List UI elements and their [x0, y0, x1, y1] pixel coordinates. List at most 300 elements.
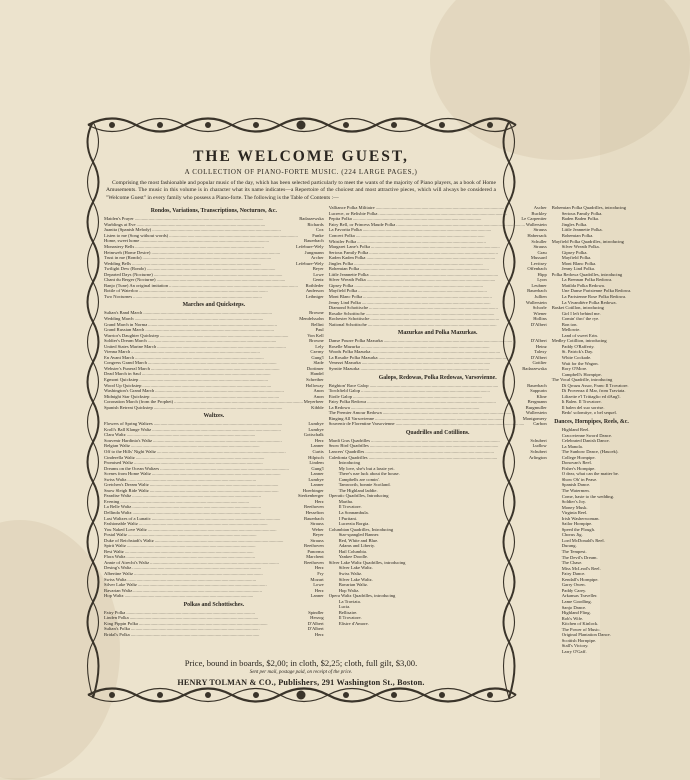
composer-name: Beethoven — [304, 504, 324, 510]
list-item — [104, 632, 324, 638]
piece-title: Souvenir Hardinia's Waltz — [104, 437, 153, 443]
list-item: Lord McDonald's Reel. — [561, 537, 605, 543]
piece-title: Monastery Bells — [104, 243, 135, 249]
composer-name: Slade — [313, 360, 324, 366]
piece-title: Opera Waltz Quadrilles, introducing — [328, 593, 396, 599]
leader-dots — [369, 455, 528, 461]
composer-name: Wallerstein — [525, 221, 547, 227]
composer-name: Levitsey — [530, 260, 547, 266]
list-item: Wait for the Wagon. — [561, 360, 599, 366]
piece-title: Columbian Quadrilles, Introducing — [328, 526, 394, 532]
list-item — [329, 366, 547, 372]
piece-title: Mayfield Polka — [328, 288, 358, 294]
list-item: St. Patrick's Day. — [561, 349, 594, 355]
composer-name: Lefebure-Wely — [296, 243, 324, 249]
composer-name: Sterkenberger — [298, 493, 324, 499]
piece-title: Valliance Polka Militaire — [328, 205, 375, 211]
piece-title: The Vocal Quadrille, introducing — [551, 377, 613, 383]
composer-name: Lowe — [313, 582, 324, 588]
leader-dots — [360, 366, 521, 372]
composer-name: Anderson — [305, 288, 324, 294]
list-item: Star-spangled Banner. — [338, 532, 380, 538]
piece-title: Fairy Polka — [104, 609, 126, 615]
composer-name: Archer — [310, 255, 324, 261]
list-item: Girl I left behind me. — [561, 310, 601, 316]
composer-name: Cox — [316, 227, 324, 233]
list-item — [104, 294, 324, 300]
composer-name: Mendelssohn — [299, 315, 324, 321]
piece-title: Midnight Star Quickstep — [104, 393, 150, 399]
composer-name: Handel — [310, 371, 324, 377]
list-item: La Brennan Polka Redowa. — [561, 277, 613, 283]
list-item: The Watermen. — [561, 488, 590, 494]
list-item: Silver Lake Waltz. — [338, 576, 373, 582]
piece-title: Departed Days (Nocturne) — [104, 271, 153, 277]
piece-title: Mayfield Polka Quadrilles, introducing — [551, 238, 624, 244]
piece-title: Silver Lake Waltz Quadrilles, introducing — [328, 559, 406, 565]
piece-title: Rochester Schottische — [328, 316, 370, 322]
composer-name: Jungmann — [304, 249, 324, 255]
piece-title: Evening — [104, 498, 120, 504]
list-item: Fairy Dance. — [561, 571, 586, 577]
piece-title: Warblings at Eve — [104, 221, 136, 227]
composer-name: Richards — [307, 221, 324, 227]
piece-title: La Redowa — [328, 404, 350, 410]
list-item: Introducing — [338, 460, 361, 466]
list-item: The Highland laddie. — [338, 487, 378, 493]
list-item: Mayfield Polka. — [561, 255, 592, 261]
list-item: Lame Goodling. — [561, 598, 592, 604]
piece-title: Juanita (Spanish Melody) — [104, 227, 152, 233]
composer-name: Talexy — [534, 349, 547, 355]
composer-name: Lumbye — [308, 421, 324, 427]
list-item: Highland Reel. — [561, 427, 590, 432]
composer-name: Beyer — [312, 532, 324, 538]
composer-name: Gottlier — [532, 360, 547, 366]
piece-title: Concert Polka — [328, 232, 355, 238]
piece-title: Belgian Waltz — [104, 443, 130, 449]
composer-name: Schubert — [530, 449, 547, 454]
composer-name: Strauss — [533, 227, 547, 233]
leader-dots — [133, 294, 305, 300]
composer-name: Gentz — [312, 277, 324, 283]
composer-name: Czerny — [310, 349, 324, 355]
piece-title: National Schottische — [328, 321, 367, 327]
piece-title: Basket Cotillon, introducing — [551, 305, 604, 311]
table-of-contents — [104, 205, 632, 654]
list-item: Jingles Polka. — [561, 221, 588, 227]
composer-name: Buckley — [531, 210, 547, 216]
piece-title: Grand March in Norma — [104, 321, 148, 327]
list-item: Land of sweet Erin. — [561, 332, 598, 338]
list-item: La Parisienne Rose Polka Redowa. — [561, 293, 627, 299]
composer-name: Wallerstein — [525, 410, 547, 416]
list-item: Adams and Liberty. — [338, 543, 376, 549]
piece-title: Fairy Polka Redowa — [328, 399, 367, 405]
list-item — [104, 593, 324, 599]
piece-title: Kaden Kaden Polka — [328, 255, 366, 261]
composer-name: Jullien — [534, 293, 547, 299]
composer-name: Heinz — [535, 343, 547, 349]
composer-name: Lanner — [310, 593, 324, 599]
piece-title: Washington's Grand March — [104, 388, 155, 394]
list-item: The Devil's Dream. — [561, 554, 598, 560]
composer-name: Spindler — [308, 609, 324, 615]
composer-name: Paul — [315, 327, 324, 333]
piece-title: Listen to me (Song without words) — [104, 232, 169, 238]
piece-title: Lucrece, or Belisbie Polka — [328, 210, 378, 216]
composer-name: Ascher — [533, 205, 547, 211]
composer-name: Lanner — [310, 471, 324, 477]
composer-name: Herz — [314, 498, 324, 504]
content-area — [104, 142, 632, 688]
composer-name: Hilpisch — [308, 454, 324, 460]
piece-title: La Favorita Polka — [328, 227, 362, 233]
list-item — [329, 455, 547, 461]
list-item: Paddy O'Rafferty. — [561, 343, 595, 349]
list-item: O dear, what can the matter be. — [561, 471, 619, 477]
list-item: Money Musk. — [561, 504, 588, 510]
composer-name: Panorma — [307, 548, 324, 554]
piece-title: Lancers' Quadrilles — [328, 449, 365, 454]
piece-title: Twilight Dew (Rondo) — [104, 266, 146, 272]
piece-title: Diamond Schottische — [328, 305, 369, 311]
piece-title: Bottle of Waterloo — [104, 288, 138, 294]
list-item: Matilda Polka Redowa. — [561, 282, 605, 288]
list-item: Martha. — [338, 498, 354, 504]
composer-name: D'Albert — [530, 354, 547, 360]
piece-title: Kroll's Ball Klange Waltz — [104, 426, 152, 432]
page-title: THE WELCOME GUEST, — [193, 148, 409, 165]
piece-title: Two Nocturnes — [104, 293, 133, 299]
section-heading: Marches and Quicksteps. — [182, 302, 246, 309]
composer-name: Lyon — [537, 277, 547, 283]
piece-title: Clara Waltz — [104, 432, 126, 438]
composer-name: D'Albert — [530, 338, 547, 344]
section-heading: Quadrilles and Cotillions. — [405, 429, 470, 436]
composer-name: Hipp — [537, 271, 547, 277]
composer-name: Rothleder — [305, 282, 324, 288]
composer-name: Bergmann — [527, 399, 547, 405]
price-line: Price, bound in boards, $2,00; in cloth, $2,25; cloth, full gilt, $3,00. — [184, 658, 418, 669]
section-heading: Mazurkas and Polka Mazurkas. — [397, 330, 478, 337]
piece-title: You Naked Love Waltz — [104, 526, 147, 532]
list-item: Little Jeannette Polka. — [561, 227, 603, 233]
list-item: Bohemian Polka. — [561, 232, 594, 238]
composer-name: Meyerbeer — [303, 399, 324, 405]
piece-title: Operatic Quadrilles, Introducing — [328, 493, 389, 499]
list-item: Gipsey Polka. — [561, 249, 588, 255]
list-item: Spanish Dance. — [561, 482, 591, 488]
composer-name: Anon — [313, 393, 324, 399]
piece-title: En Avant March — [104, 354, 135, 360]
composer-name: Kline — [536, 393, 547, 399]
list-item: La Vivandière Polka Redowa. — [561, 299, 617, 305]
composer-name: Bauerbach — [527, 382, 547, 388]
piece-title: Snow Bird Quadrilles — [328, 443, 369, 449]
list-item: Celebrated Danish Dance. — [561, 438, 610, 444]
composer-name: D'Albert — [530, 321, 547, 327]
piece-title: Heimweh (Home Desire) — [104, 249, 151, 255]
composer-name: Lefebure-Wely — [296, 260, 324, 266]
piece-title: Whistler Polka — [328, 238, 357, 244]
piece-title: Scenes from Home Waltz — [104, 471, 151, 477]
composer-name: Lanner — [310, 482, 324, 488]
list-item: Il Trovatore. — [338, 504, 362, 510]
piece-title: Trust in me (Rondo) — [104, 255, 142, 261]
list-item: La Traviata. — [338, 598, 361, 604]
list-item: Red, White and Blue. — [338, 537, 379, 543]
list-item: Chorus Jig. — [561, 532, 583, 538]
piece-title: Home, sweet home — [104, 238, 140, 244]
composer-name: Fry — [317, 571, 324, 577]
piece-title: Silver Wreath Polka — [328, 277, 366, 283]
list-item: Il Trovatore. — [338, 615, 362, 621]
composer-name: Wallerstein — [525, 299, 547, 305]
composer-name: Kibble — [311, 404, 324, 410]
list-item: Kitchen of Kinlock. — [561, 621, 599, 627]
composer-name: Bauerbach — [304, 515, 324, 521]
list-item: Sailor Hornpipe. — [561, 521, 593, 527]
piece-title: Gretchen's Dream Waltz — [104, 482, 149, 488]
piece-title: Souvenir de Florentine Varsovienne — [328, 421, 395, 427]
section-heading: Rondos, Variations, Transcriptions, Nocturnes, &c. — [150, 208, 277, 215]
composer-name: Offenbach — [527, 266, 547, 272]
list-item: Campbells are comin'. — [338, 476, 380, 482]
piece-title: Pepita Polka — [328, 216, 352, 222]
list-item — [329, 322, 547, 328]
contents-column — [552, 205, 632, 654]
composer-name: Lowe — [313, 271, 324, 277]
list-item: Stall's Victory. — [561, 643, 589, 649]
composer-name: Bauerbach — [527, 288, 547, 294]
contents-column — [104, 205, 324, 654]
piece-title: Warrior's Daughter Quickstep — [104, 332, 159, 338]
piece-title: Woods Polka Mazurka — [328, 349, 371, 355]
composer-name: Strauss — [310, 521, 324, 527]
composer-name: Wiener — [533, 310, 547, 316]
composer-name: Beyer — [312, 266, 324, 272]
piece-title: Polka Redowa Quadrilles, introducing — [551, 271, 623, 277]
list-item: The Sunbow Dance, (Haucek). — [561, 449, 619, 455]
piece-title: Fairy Bell, or Princess Maude Polka — [328, 221, 396, 227]
publisher-line: HENRY TOLMAN & CO., Publishers, 291 Washington St., Boston. — [177, 678, 425, 688]
list-item: It Balen. Il Trovatore. — [561, 399, 602, 405]
list-item: Scottish Hornpipe. — [561, 637, 597, 643]
piece-title: Coronation March (from the Prophet) — [104, 399, 174, 405]
list-item: Tamworth, bonnie Scotland. — [338, 482, 391, 488]
list-item: Larry O'Gaff. — [561, 648, 587, 654]
list-item: Durang. — [561, 543, 577, 549]
piece-title: Paradise Waltz — [104, 493, 132, 499]
composer-name: Leibniger — [305, 293, 324, 299]
list-item: Hop Waltz. — [338, 587, 360, 593]
list-item: Donovan's Reel. — [561, 460, 592, 466]
composer-name: Funke — [312, 232, 324, 238]
list-item: Di Qrrazu Assor, Franc Il Trovatore. — [561, 382, 629, 388]
list-item: Bedo' solomitye, o bel sequel. — [561, 410, 617, 416]
piece-title: Last Waltzes of a Lunatic — [104, 515, 151, 521]
piece-title: Brighton' Race Galop — [328, 382, 369, 388]
composer-name: D'Albert — [307, 620, 324, 626]
list-item: Lucia. — [338, 604, 351, 610]
piece-title: Venezzi Mazurka — [328, 360, 361, 366]
piece-title: Bavarian Waltz — [104, 587, 133, 593]
leader-dots — [396, 421, 533, 427]
list-item: Come, haste to the wedding. — [561, 493, 615, 499]
list-item: Hail Columbia. — [338, 548, 368, 554]
composer-name: Beethoven — [304, 543, 324, 549]
piece-title: Congress Grand March — [104, 360, 147, 366]
piece-title: Soldier's Dream March — [104, 338, 147, 344]
intro-paragraph: Comprising the most fashionable and popular music of the day, which has been selected particularly to meet the wants of the majority of Piano players, as a book of Home Amusements. The music in this volume is in character what its name indicates—a Repertoire of the choicest and most attractive pieces, which will always be considered a "Welcome Guest" in every family who possess a Piano-forte. The following is the Table of Contents :— — [106, 180, 496, 201]
list-item: Soldier's Joy. — [561, 499, 586, 505]
composer-name: Marchent — [306, 554, 324, 560]
composer-name: Holloway — [305, 382, 324, 388]
piece-title: Cinderella Waltz — [104, 454, 135, 460]
list-item: The Chase. — [561, 560, 583, 566]
piece-title: Danse Pourre Polka Mazurka — [328, 338, 383, 344]
list-item: I Puritani. — [338, 515, 358, 521]
piece-title: The Premier Amour Redowa — [328, 410, 382, 416]
composer-name: D'Albert — [307, 626, 324, 632]
piece-title: Wedding Bells — [104, 260, 132, 266]
composer-name: Schorle — [532, 305, 547, 311]
border-left-ornament — [82, 112, 104, 708]
composer-name: Lindem — [309, 460, 324, 466]
composer-name: Gottschalk — [303, 432, 324, 438]
section-heading: Polkas and Schottisches. — [183, 601, 245, 608]
list-item: La Sonnambula. — [338, 510, 369, 516]
piece-title: Duke of Reichstadt's Waltz — [104, 537, 154, 543]
piece-title: Off to the Hills' Night Waltz — [104, 449, 156, 454]
composer-name: Herz — [314, 565, 324, 571]
composer-name: Herz — [314, 587, 324, 593]
piece-title: United States Marine March — [104, 343, 157, 349]
list-item: Kendall's Hornpipe. — [561, 576, 599, 582]
list-item: Silver Lake Waltz. — [338, 565, 373, 571]
list-item: Campbell's Hornpipe. — [561, 371, 602, 377]
list-item — [329, 421, 547, 427]
piece-title: Desing's Waltz — [104, 565, 132, 571]
piece-title: Mardi Gras Quadrilles — [328, 437, 371, 443]
composer-name: Schubert — [530, 437, 547, 443]
piece-title: Maiden's Prayer — [104, 216, 134, 222]
composer-name: Burgmuller — [525, 404, 547, 410]
composer-name: Browne — [309, 310, 324, 316]
list-item: Di Provenza il Mar, from Traviata. — [561, 388, 626, 394]
leader-dots — [125, 593, 310, 599]
composer-name: Le Carpentier — [521, 216, 547, 222]
list-item: Speed the Plough. — [561, 526, 596, 532]
composer-name: Grau — [537, 249, 547, 255]
piece-title: Flowers of Spring Waltzes — [104, 421, 153, 427]
piece-title: Postal Waltz — [104, 532, 127, 538]
piece-title: Mont Blanc Polka — [328, 293, 363, 299]
piece-title: Snow Sleigh Ride Waltz — [104, 487, 149, 493]
piece-title: Roselle Mazurka — [328, 343, 360, 349]
list-item: Original Plantation Dance. — [561, 632, 611, 638]
piece-title: La Belle Waltz — [104, 504, 132, 510]
composer-name: Strauss — [310, 537, 324, 543]
list-item: Mont Blanc Polka. — [561, 260, 597, 266]
composer-name: Ludlow — [532, 443, 547, 449]
piece-title: Medley Cotillion, introducing — [551, 338, 607, 344]
piece-title: Serious Family Polka — [328, 249, 369, 255]
piece-title: Dead March in Saul — [104, 371, 141, 377]
composer-name: Schuller — [531, 238, 547, 244]
list-item: Bon ton. — [561, 321, 578, 327]
list-item: There's nae luck about the house. — [338, 471, 400, 477]
list-item: Cracovienne Sword Dance. — [561, 432, 613, 438]
composer-name: Strauss — [533, 244, 547, 250]
leader-dots — [131, 632, 314, 638]
piece-title: La Rosalie Polka Mazurka — [328, 354, 378, 360]
piece-title: Best Waltz — [104, 548, 124, 554]
piece-title: Dellinda Waltz — [104, 510, 132, 516]
list-item: Irish Washerwoman. — [561, 515, 600, 521]
piece-title: Wedding March — [104, 315, 134, 321]
list-item: Fisher's Hornpipe. — [561, 465, 596, 471]
composer-name: Hollins — [533, 316, 547, 322]
list-item: My love, she's but a lassie yet. — [338, 465, 395, 471]
piece-title: Bohemian Polka Quadrilles, introducing — [551, 205, 626, 211]
piece-title: Sultan's Band March — [104, 310, 143, 316]
piece-title: Wood Up Quickstep — [104, 382, 142, 388]
composer-name: Habersack — [527, 232, 547, 238]
piece-title: Flora Waltz — [104, 554, 126, 560]
piece-title: Syrnite Mazurka — [328, 365, 360, 371]
piece-title: Chant du Berger (Nocturne) — [104, 277, 156, 283]
composer-name: Herzog — [310, 615, 324, 621]
composer-name: Browne — [309, 338, 324, 344]
border-top-ornament — [82, 112, 520, 138]
composer-name: Herz — [314, 631, 324, 637]
composer-name: Lumbye — [308, 426, 324, 432]
list-item: Garry Owen. — [561, 582, 586, 588]
list-item: Une Danse Parisienne Polka Redowa. — [561, 288, 632, 294]
piece-title: Etoile Galop — [328, 393, 353, 399]
piece-title: Little Jeannette Polka — [328, 271, 369, 277]
composer-name: Mozart — [310, 576, 324, 582]
list-item: Comin' thro' the rye. — [561, 316, 600, 322]
composer-name: Von Kell — [307, 332, 324, 338]
list-item: Show Oh' in Pease. — [561, 476, 598, 482]
leader-dots — [368, 322, 530, 328]
composer-name: Arlington — [528, 454, 547, 460]
composer-name: Bauerbach — [304, 238, 324, 244]
composer-name: Gung'l — [311, 465, 324, 471]
page-subtitle: A COLLECTION OF PIANO-FORTE MUSIC. (224 LARGE PAGES,) — [184, 168, 418, 176]
composer-name: Hesselton — [305, 510, 324, 516]
composer-name: Curtis — [312, 449, 324, 454]
piece-title: Hop Waltz — [104, 593, 124, 599]
postage-note: Sent per mail, postage paid, on receipt of the price. — [249, 670, 353, 676]
list-item: La Manola. — [561, 443, 583, 449]
list-item: Bavarian Waltz. — [338, 582, 369, 588]
list-item: Rob's Wife. — [561, 615, 584, 621]
list-item: Arkansas Traveller. — [561, 593, 598, 599]
piece-title: Egmont Quickstep — [104, 376, 139, 382]
composer-name: Lely — [315, 343, 324, 349]
piece-title: Vienna March — [104, 349, 131, 355]
composer-name: Lanner — [310, 443, 324, 449]
piece-title: Caledonia Quadrilles — [328, 454, 368, 460]
composer-name: Montgomery — [522, 415, 547, 421]
composer-name: Mussard — [530, 255, 547, 261]
piece-title: Swiss Waltz — [104, 476, 127, 482]
list-item: College Hornpipe. — [561, 454, 596, 460]
